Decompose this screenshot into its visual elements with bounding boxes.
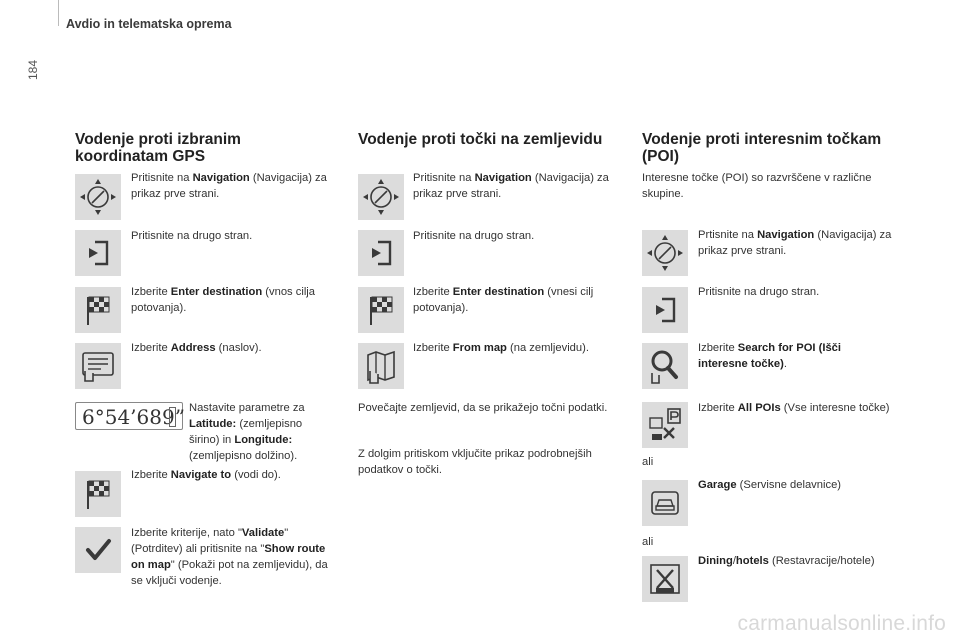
address-card-icon	[75, 343, 121, 389]
next-page-icon	[358, 230, 404, 276]
col2-title: Vodenje proti točki na zemljevidu	[358, 131, 603, 148]
checkered-flag-icon	[358, 287, 404, 333]
navigate-to-flag-icon	[75, 471, 121, 517]
col3-step6-text: Dining/hotels (Restavracije/hotele)	[698, 555, 875, 567]
next-page-icon	[642, 287, 688, 333]
navigation-joystick-icon	[358, 174, 404, 220]
watermark: carmanualsonline.info	[737, 612, 946, 635]
col3-step5-text: Garage (Servisne delavnice)	[698, 479, 842, 491]
col1-title: Vodenje proti izbranim koordinatam GPS	[75, 131, 241, 165]
col3-step1-text: Prtisnite na Navigation (Navigacija) za prikaz prve strani.	[698, 229, 892, 257]
checkmark-icon	[75, 527, 121, 573]
navigation-joystick-icon	[75, 174, 121, 220]
map-touch-icon	[358, 343, 404, 389]
section-header: Avdio in telematska oprema	[66, 17, 232, 31]
col1-step5-text: Nastavite parametre za Latitude: (zemljepisno širino) in Longitude: (zemljepisno dolžino).	[189, 402, 305, 462]
or-label: ali	[642, 536, 654, 548]
dining-hotels-icon	[642, 556, 688, 602]
col2-para2: Z dolgim pritiskom vključite prikaz podrobnejših podatkov o točki.	[358, 448, 592, 476]
col2-step2-text: Pritisnite na drugo stran.	[413, 230, 535, 242]
checkered-flag-icon	[75, 287, 121, 333]
all-pois-icon	[642, 402, 688, 448]
col1-step2-text: Pritisnite na drugo stran.	[131, 230, 253, 242]
col3-intro: Interesne točke (POI) so razvrščene v različne skupine.	[642, 172, 872, 200]
col3-title: Vodenje proti interesnim točkam (POI)	[642, 131, 882, 165]
garage-icon	[642, 480, 688, 526]
next-page-icon	[75, 230, 121, 276]
col2-step1-text: Pritisnite na Navigation (Navigacija) za prikaz prve strani.	[413, 172, 609, 200]
header-rule	[58, 0, 59, 26]
col2-step3-text: Izberite Enter destination (vnesi cilj potovanja).	[413, 286, 594, 314]
col3-step3-text: Izberite Search for POI (Išči interesne točke).	[698, 342, 842, 370]
col2-step4-text: Izberite From map (na zemljevidu).	[413, 342, 589, 354]
search-poi-icon	[642, 343, 688, 389]
col2-para1: Povečajte zemljevid, da se prikažejo točni podatki.	[358, 402, 608, 414]
or-label: ali	[642, 456, 654, 468]
col3-step2-text: Pritisnite na drugo stran.	[698, 286, 820, 298]
col1-step3-text: Izberite Enter destination (vnos cilja potovanja).	[131, 286, 316, 314]
coordinate-field[interactable]: 6°54’689”	[75, 402, 183, 430]
navigation-joystick-icon	[642, 230, 688, 276]
col1-step1-text: Pritisnite na Navigation (Navigacija) za prikaz prve strani.	[131, 172, 327, 200]
col3-step4-text: Izberite All POIs (Vse interesne točke)	[698, 402, 890, 414]
col1-step4-text: Izberite Address (naslov).	[131, 342, 262, 354]
page-number: 184	[26, 59, 40, 80]
col1-step6-text: Izberite Navigate to (vodi do).	[131, 469, 281, 481]
col1-step7-text: Izberite kriterije, nato "Validate" (Potrditev) ali pritisnite na "Show route on map" (Pokaži pot na zemljevidu), da se vključi vodenje.	[131, 527, 328, 587]
